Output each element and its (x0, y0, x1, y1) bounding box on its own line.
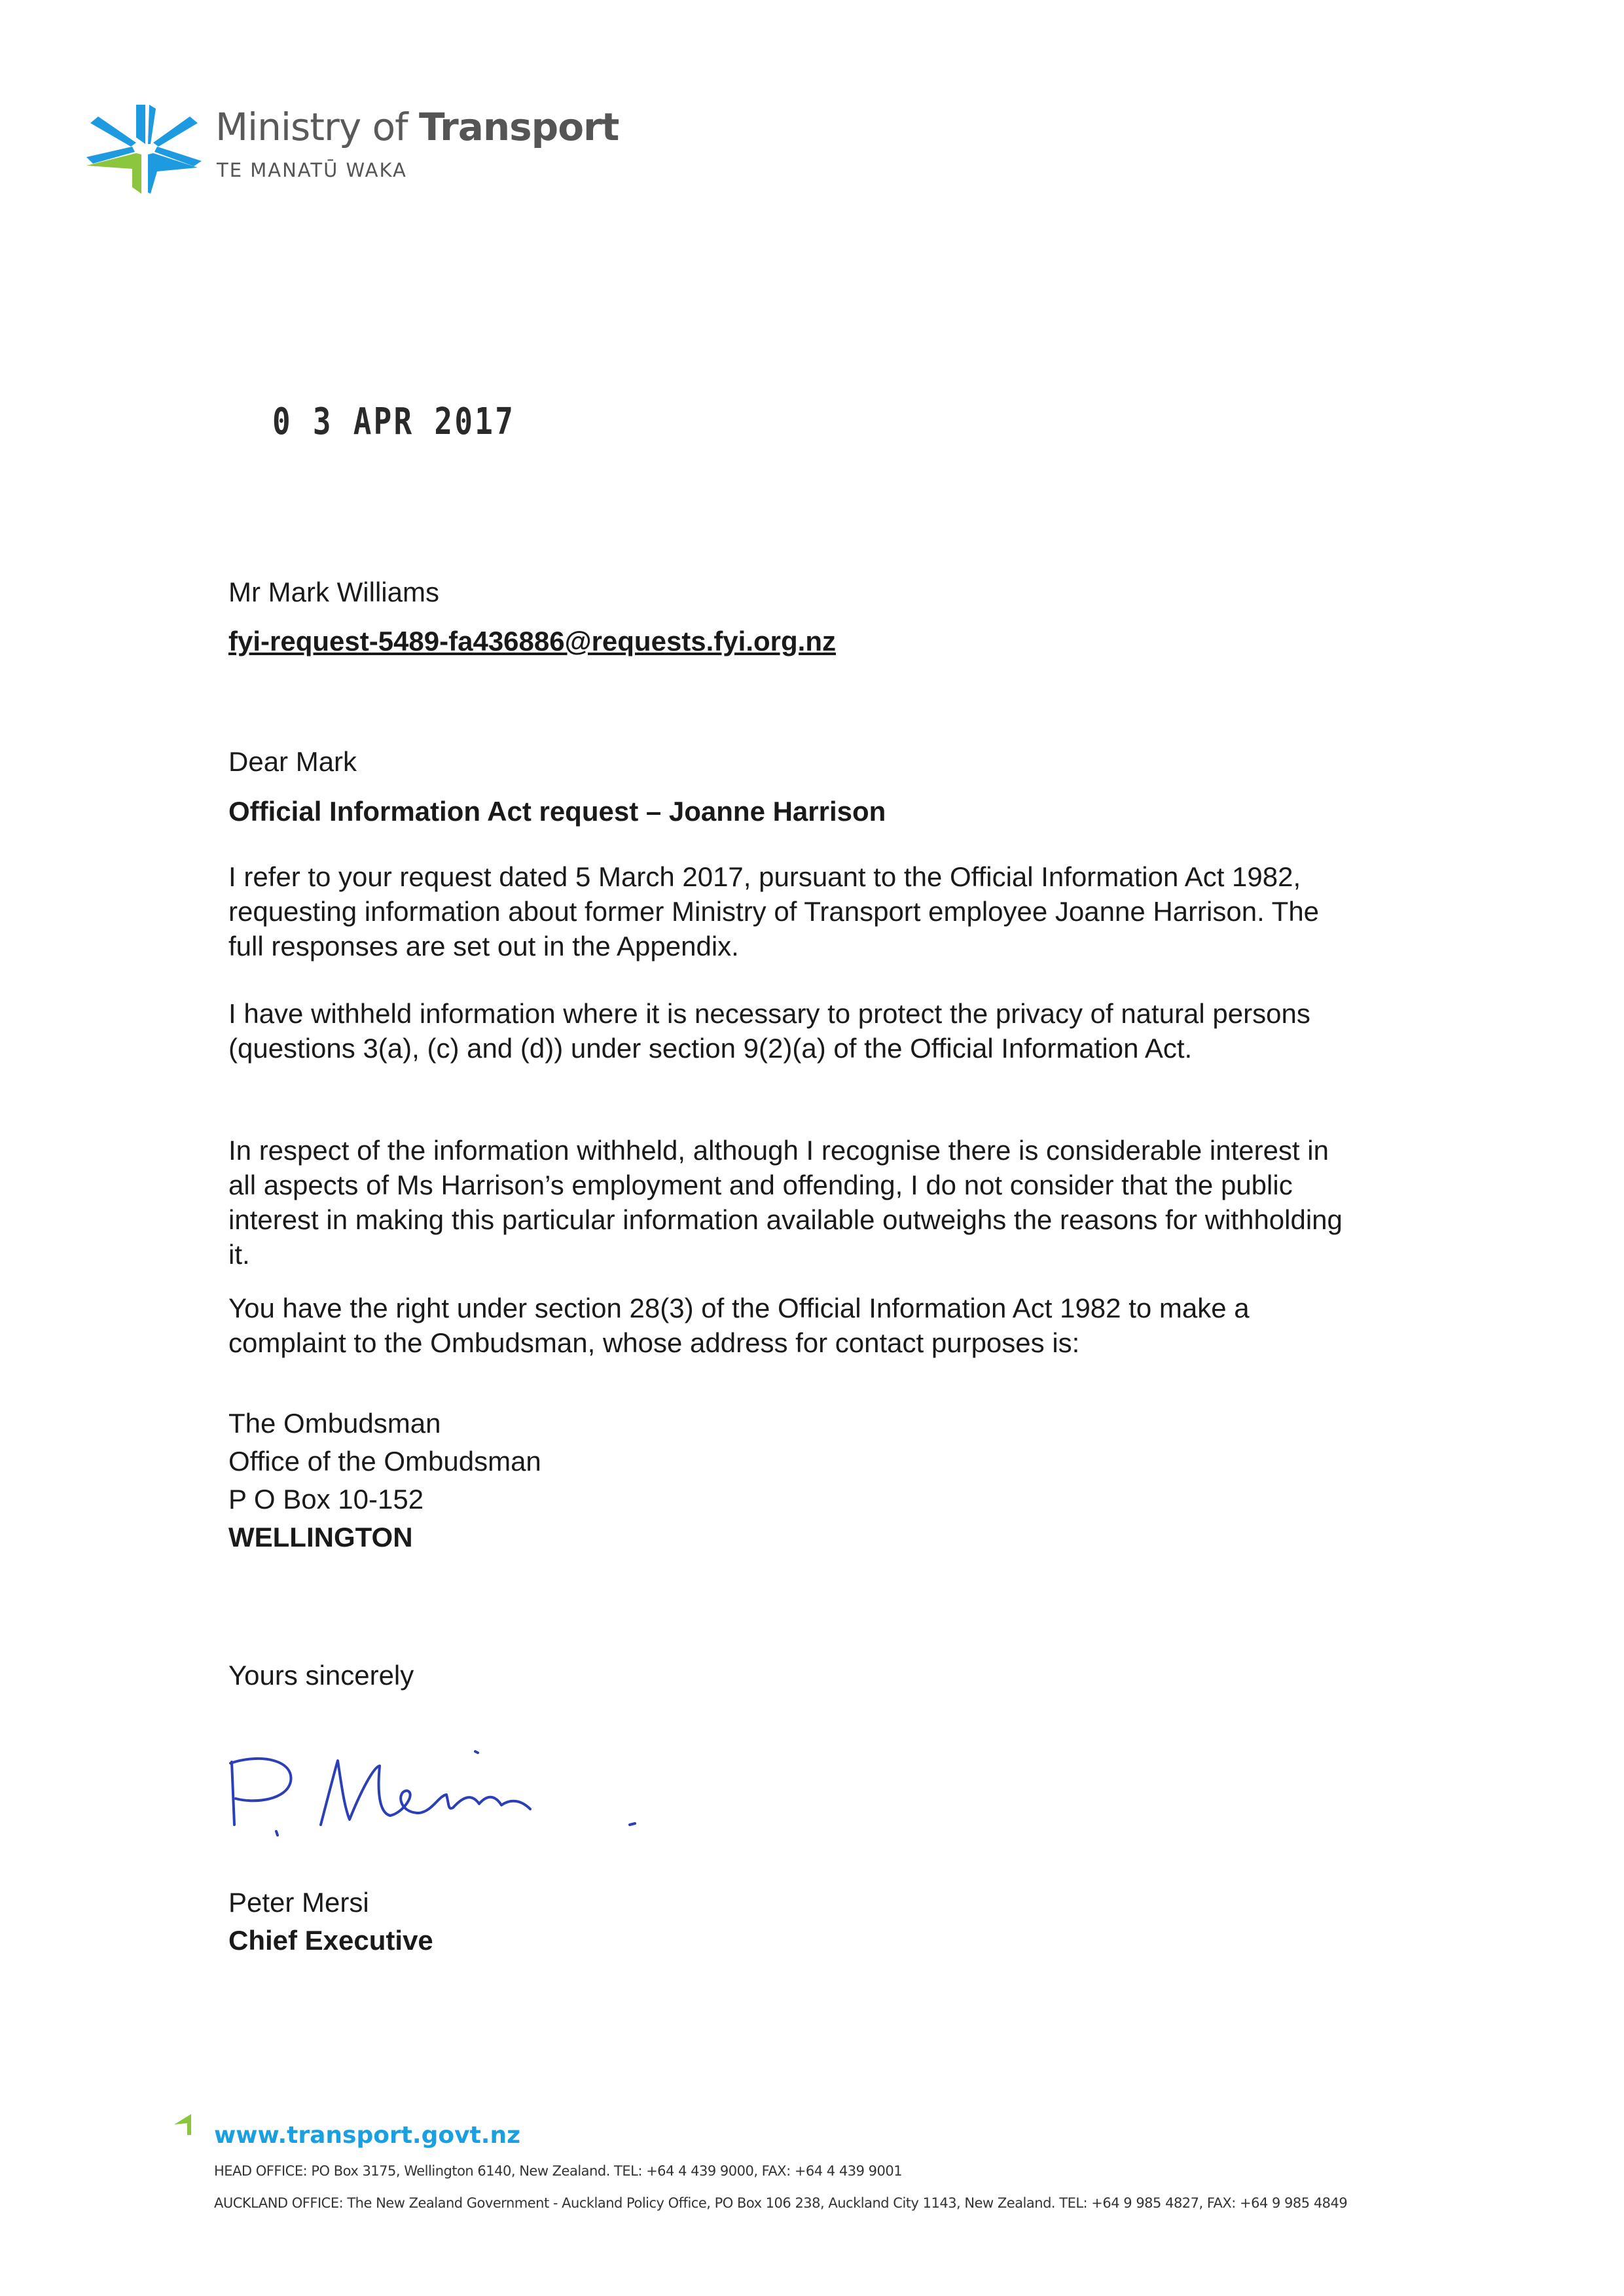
recipient-name: Mr Mark Williams (228, 577, 439, 607)
paragraph-2: I have withheld information where it is necessary to protect the privacy of natural persons (questions 3(a), (c) and (d)) under section 9(2)(a) of the Official Information Act. (228, 998, 1310, 1064)
auckland-office-line (214, 2195, 1347, 2211)
signature-image (223, 1748, 655, 1846)
signatory-title: Chief Executive (228, 1925, 433, 1956)
date-stamp: 0 3 APR 2017 (272, 401, 516, 443)
org-name-bold: Transport (418, 105, 619, 149)
subject-heading: Official Information Act request – Joanne Harrison (228, 796, 886, 827)
paragraph-4: You have the right under section 28(3) of the Official Information Act 1982 to make a complaint to the Ombudsman, whose address for contact purposes is: (228, 1293, 1250, 1358)
org-subtitle: TE MANATŪ WAKA (217, 159, 407, 181)
org-name-light: Ministry of (215, 105, 408, 149)
closing: Yours sincerely (228, 1660, 414, 1691)
auckland-office-label: AUCKLAND OFFICE: (214, 2195, 344, 2211)
recipient-email-link[interactable]: fyi-request-5489-fa436886@requests.fyi.org.nz (228, 626, 836, 656)
auckland-office-details: The New Zealand Government - Auckland Policy Office, PO Box 106 238, Auckland City 1143, New Zealand. TEL: +64 9 985 4827, FAX: +64 9 985 4849 (347, 2195, 1348, 2211)
paragraph-1: I refer to your request dated 5 March 2017, pursuant to the Official Information Act 1982, requesting information about former Ministry of Transport employee Joanne Harrison. The full responses are set out in the Appendix. (228, 861, 1320, 961)
address-line: The Ombudsman (228, 1408, 441, 1439)
address-line: WELLINGTON (228, 1522, 413, 1552)
org-name (215, 105, 619, 149)
salutation: Dear Mark (228, 746, 357, 777)
paragraph-3: In respect of the information withheld, although I recognise there is considerable interest in all aspects of Ms Harrison’s employment and offending, I do not consider that the public interest in making this particular information available outweighs the reasons for withholding it. (228, 1135, 1343, 1270)
ministry-logo-icon (85, 103, 203, 195)
footer-arrow-icon (171, 2113, 198, 2136)
signatory-name: Peter Mersi (228, 1887, 369, 1918)
website-link[interactable]: www.transport.govt.nz (214, 2122, 521, 2149)
address-line: Office of the Ombudsman (228, 1446, 541, 1477)
head-office-line (214, 2163, 902, 2179)
address-line: P O Box 10-152 (228, 1484, 424, 1515)
ombudsman-address (228, 1405, 1354, 1556)
head-office-details: PO Box 3175, Wellington 6140, New Zealand. TEL: +64 4 439 9000, FAX: +64 4 439 9001 (311, 2163, 903, 2179)
head-office-label: HEAD OFFICE: (214, 2163, 308, 2179)
